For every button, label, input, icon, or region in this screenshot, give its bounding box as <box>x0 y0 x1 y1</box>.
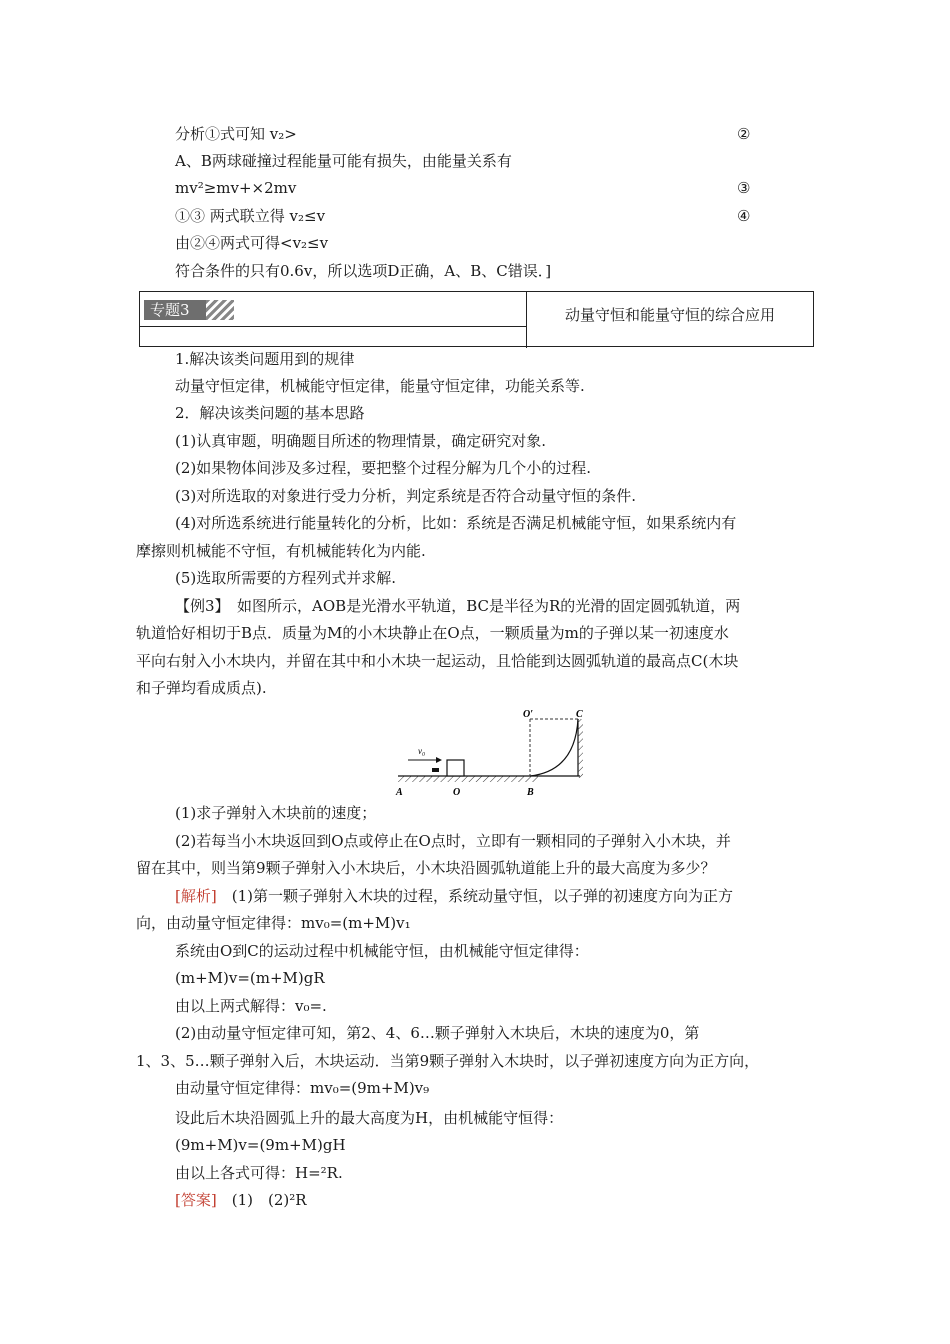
body-line-1: 1.解决该类问题用到的规律 <box>175 350 355 368</box>
intro-line-5: 由②④两式可得<v₂≤v <box>175 234 329 252</box>
topic-title: 动量守恒和能量守恒的综合应用 <box>564 306 775 324</box>
arc-track <box>530 719 578 776</box>
label-c: C <box>576 709 583 720</box>
example-line-4: 和子弹均看成质点). <box>136 679 267 697</box>
body-line-3: 2．解决该类问题的基本思路 <box>175 404 365 422</box>
body-line-5: (2)如果物体间涉及多过程，要把整个过程分解为几个小的过程. <box>175 459 592 477</box>
body-line-2: 动量守恒定律，机械能守恒定律，能量守恒定律，功能关系等. <box>175 377 585 395</box>
topic-banner <box>139 291 814 347</box>
wooden-block <box>447 760 464 776</box>
topic-tag-stripes <box>206 300 234 320</box>
solution-line-1 <box>175 886 733 906</box>
solution-text-1: (1)第一颗子弹射入木块的过程，系统动量守恒，以子弹的初速度方向为正方 <box>216 887 733 905</box>
question-2a: (2)若每当小木块返回到O点或停止在O点时，立即有一颗相同的子弹射入小木块，并 <box>175 832 731 850</box>
example-line-2: 轨道恰好相切于B点．质量为M的小木块静止在O点，一颗质量为m的子弹以某一初速度水 <box>136 624 729 642</box>
solution-line-9: 设此后木块沿圆弧上升的最大高度为H，由机械能守恒得： <box>175 1109 564 1127</box>
equation-number-2: ② <box>737 125 751 143</box>
equation-number-4: ④ <box>737 207 751 225</box>
wall-hatching <box>578 719 583 778</box>
bullet <box>432 768 439 772</box>
solution-line-6: (2)由动量守恒定律可知，第2、4、6…颗子弹射入木块后，木块的速度为0，第 <box>175 1024 700 1042</box>
intro-line-4: ①③ 两式联立得 v₂≤v <box>175 207 326 225</box>
example-line-3: 平向右射入小木块内，并留在其中和小木块一起运动，且恰能到达圆弧轨道的最高点C(木块 <box>136 652 739 670</box>
solution-line-4: (m+M)v=(m+M)gR <box>175 969 325 987</box>
body-line-7b: 摩擦则机械能不守恒，有机械能转化为内能. <box>136 542 426 560</box>
solution-line-7: 1、3、5…颗子弹射入后，木块运动．当第9颗子弹射入木块时，以子弹初速度方向为正方向， <box>136 1052 760 1070</box>
answer-text: (1) (2)²R <box>216 1191 307 1209</box>
solution-line-5: 由以上两式解得：v₀=. <box>175 997 327 1015</box>
solution-line-3: 系统由O到C的运动过程中机械能守恒，由机械能守恒定律得： <box>175 942 589 960</box>
velocity-arrowhead <box>436 757 442 763</box>
solution-line-2: 向，由动量守恒定律得：mv₀=(m+M)v₁ <box>136 914 411 932</box>
example-line-1: 【例3】 如图所示，AOB是光滑水平轨道，BC是半径为R的光滑的固定圆弧轨道，两 <box>175 597 741 615</box>
body-line-7a: (4)对所选系统进行能量转化的分析，比如：系统是否满足机械能守恒，如果系统内有 <box>175 514 737 532</box>
answer-line <box>175 1190 307 1210</box>
topic-tag-area <box>140 292 526 327</box>
answer-tag: [答案] <box>175 1191 217 1209</box>
intro-line-1: 分析①式可知 v₂> <box>175 125 297 143</box>
label-o-prime: O′ <box>523 709 534 720</box>
intro-line-2: A、B两球碰撞过程能量可能有损失，由能量关系有 <box>175 152 512 170</box>
intro-line-3: mv²≥mv+×2mv <box>175 179 297 197</box>
equation-number-3: ③ <box>737 179 751 197</box>
label-v0: v₀ <box>418 746 426 756</box>
label-o: O <box>453 787 461 798</box>
track-figure <box>390 705 610 800</box>
body-line-4: (1)认真审题，明确题目所述的物理情景，确定研究对象. <box>175 432 547 450</box>
ground-hatching <box>398 776 538 782</box>
solution-line-10: (9m+M)v=(9m+M)gH <box>175 1136 346 1154</box>
topic-tag: 专题3 <box>144 300 206 320</box>
body-line-8: (5)选取所需要的方程列式并求解. <box>175 569 397 587</box>
question-1: (1)求子弹射入木块前的速度； <box>175 804 377 822</box>
analysis-tag: [解析] <box>175 887 217 905</box>
body-line-6: (3)对所选取的对象进行受力分析，判定系统是否符合动量守恒的条件. <box>175 487 637 505</box>
solution-line-8: 由动量守恒定律得：mv₀=(9m+M)v₉ <box>175 1079 430 1097</box>
label-b: B <box>527 787 534 798</box>
solution-line-11: 由以上各式可得：H=²R. <box>175 1164 343 1182</box>
label-a: A <box>396 787 403 798</box>
question-2b: 留在其中，则当第9颗子弹射入小木块后，小木块沿圆弧轨道能上升的最大高度为多少？ <box>136 859 716 877</box>
intro-line-6: 符合条件的只有0.6v，所以选项D正确，A、B、C错误．] <box>175 262 552 280</box>
